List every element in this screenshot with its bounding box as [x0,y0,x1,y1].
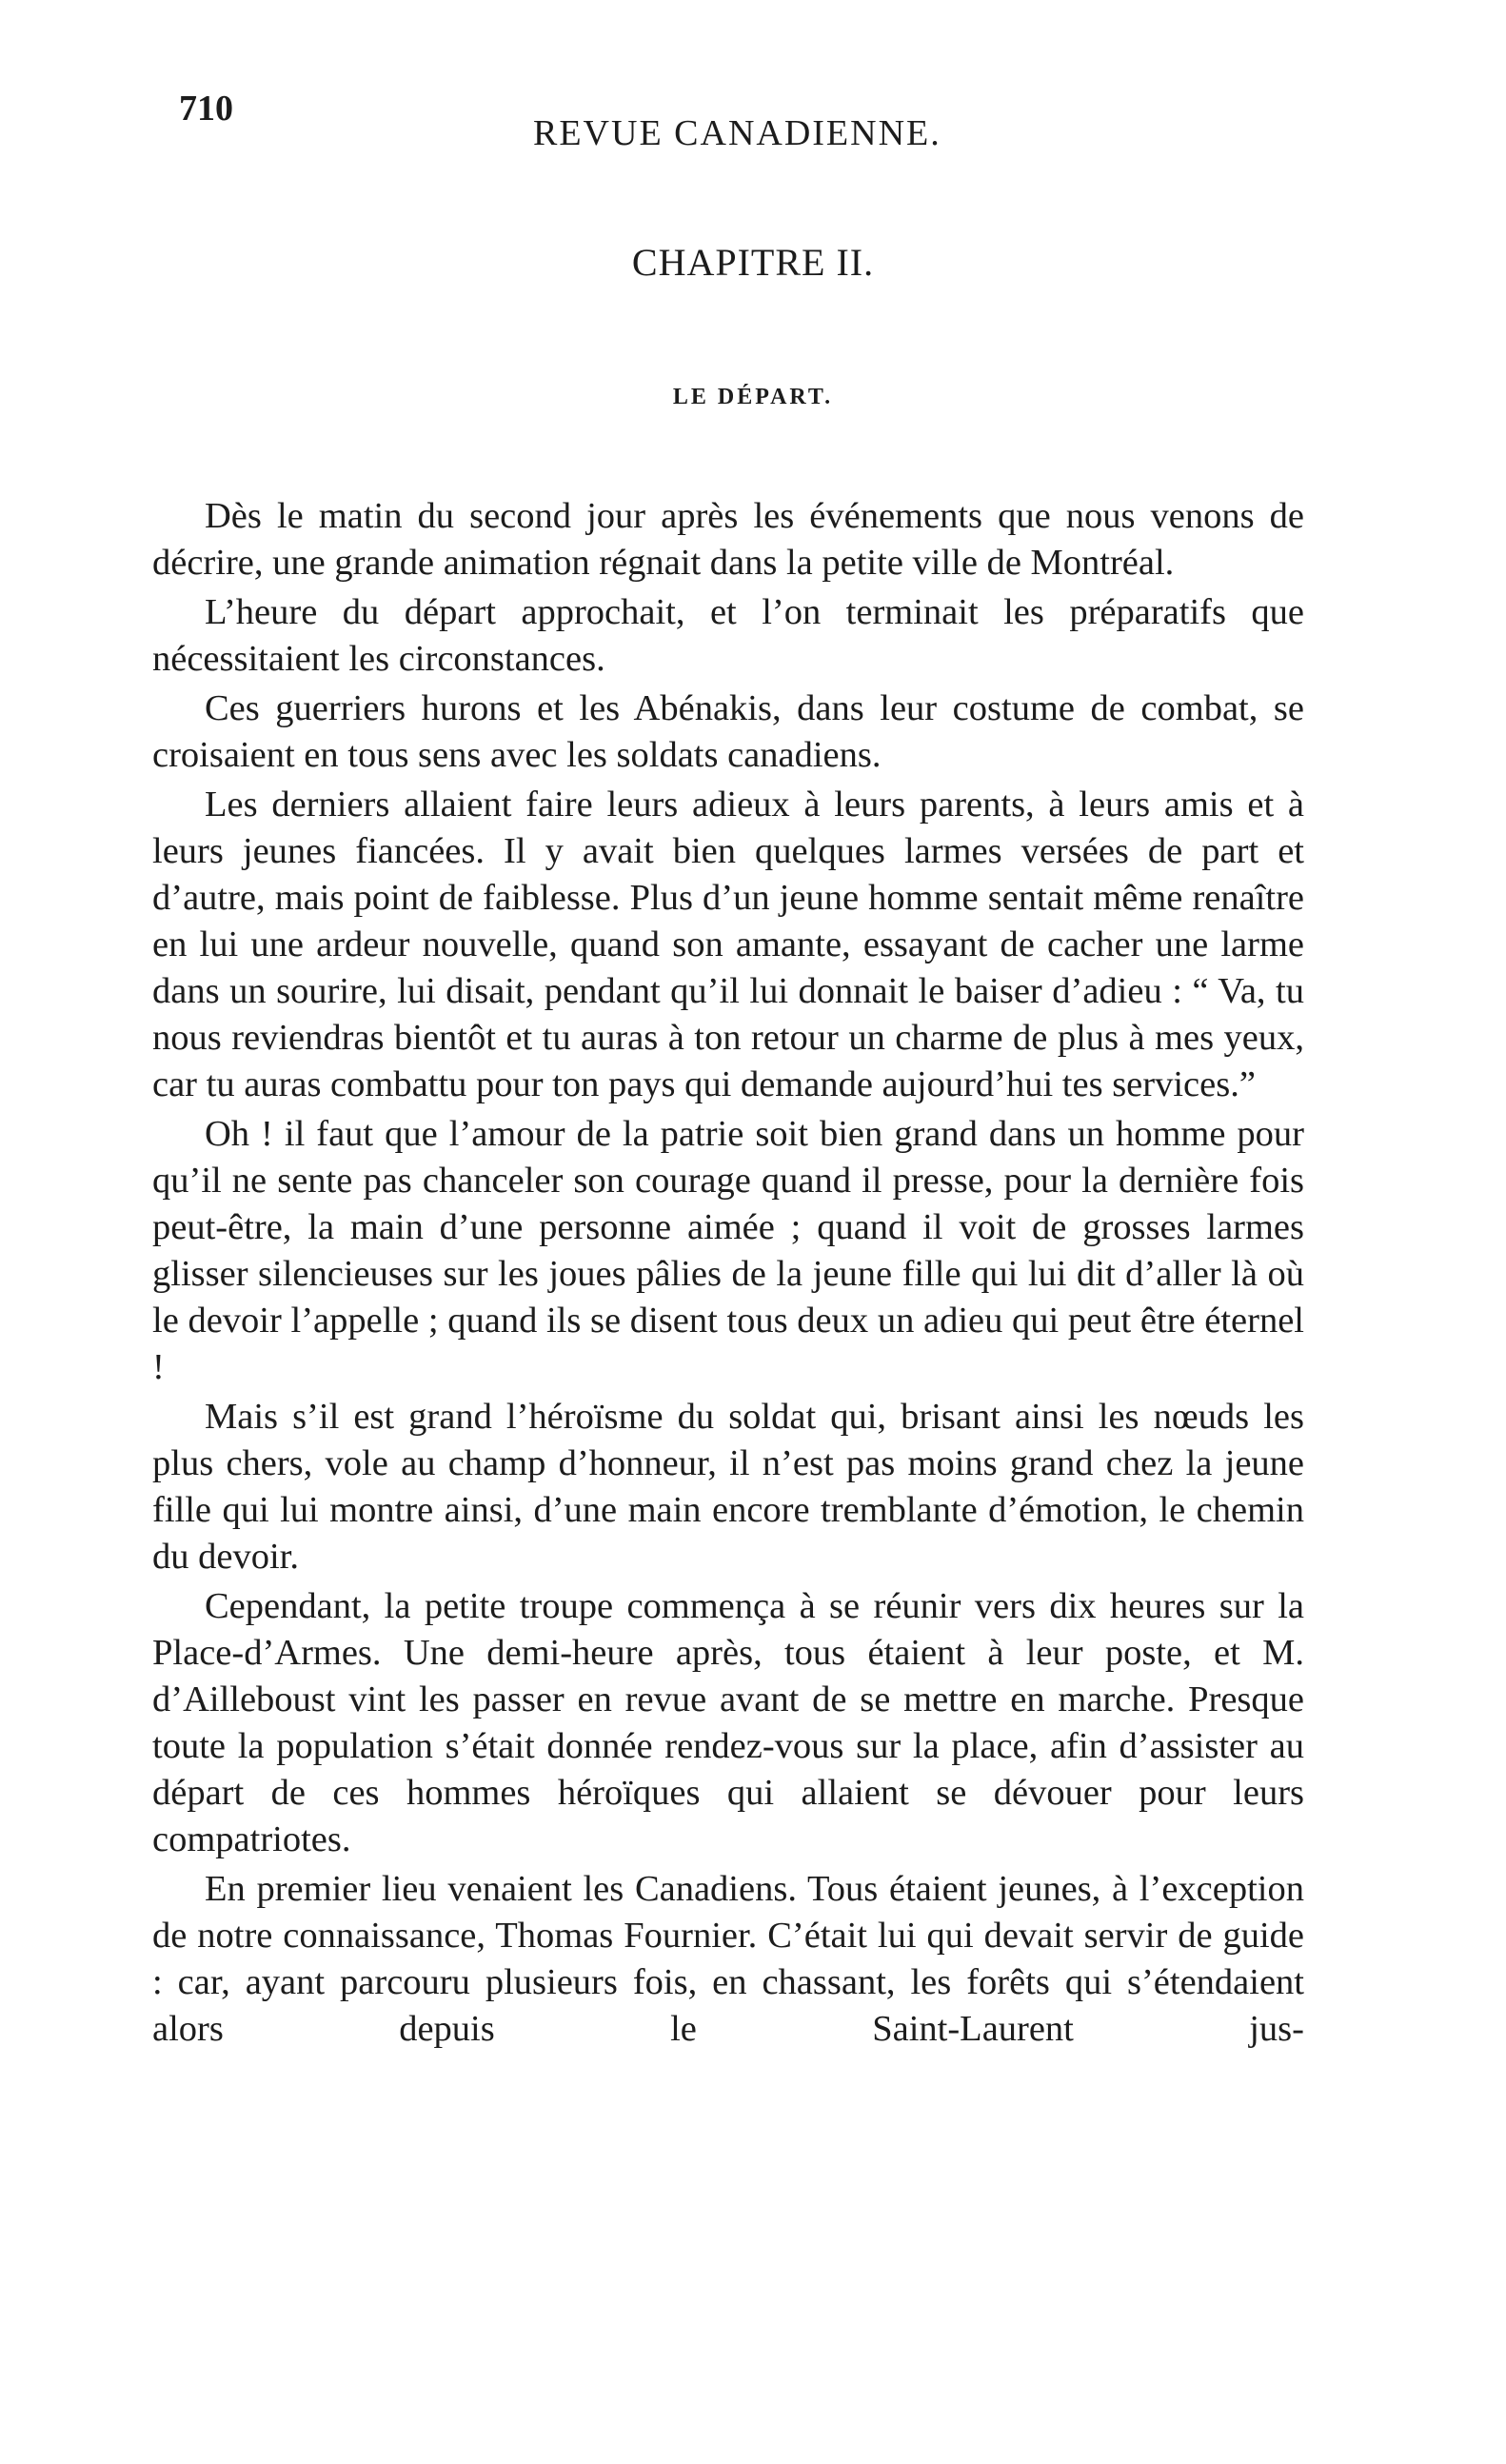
paragraph: Les derniers allaient faire leurs adieux à leurs parents, à leurs amis et à leurs jeunes fiancées. Il y avait bien quelques larmes versées de part et d’autre, mais point de faiblesse. Plus d’un jeune homme sentait même renaître en lui une ardeur nouvelle, quand son amante, essayant de cacher une larme dans un sourire, lui disait, pendant qu’il lui donnait le baiser d’adieu : “ Va, tu nous reviendras bientôt et tu auras à ton retour un charme de plus à mes yeux, car tu auras combattu pour ton pays qui demande aujourd’hui tes services.” [152,785,1304,1104]
section-title: LE DÉPART. [672,385,834,409]
paragraph: Ces guerriers hurons et les Abénakis, dans leur costume de combat, se croisaient en tous sens avec les soldats canadiens. [152,688,1304,775]
paragraph: En premier lieu venaient les Canadiens. Tous étaient jeunes, à l’exception de notre connaissance, Thomas Fournier. C’était lui qui devait servir de guide : car, ayant parcouru plusieurs fois, en chassant, les forêts qui s’étendaient alors depuis le Saint-Laurent jus- [152,1869,1304,2049]
paragraph: Cependant, la petite troupe commença à se réunir vers dix heures sur la Place-d’Armes. Une demi-heure après, tous étaient à leur poste, et M. d’Ailleboust vint les passer en revue avant de se mettre en marche. Presque toute la population s’était donnée rendez-vous sur la place, afin d’assister au départ de ces hommes héroïques qui allaient se dévouer pour leurs compatriotes. [152,1586,1304,1859]
paragraph: Mais s’il est grand l’héroïsme du soldat qui, brisant ainsi les nœuds les plus chers, vole au champ d’honneur, il n’est pas moins grand chez la jeune fille qui lui montre ainsi, d’une main encore tremblante d’émotion, le chemin du devoir. [152,1397,1304,1577]
paragraph: L’heure du départ approchait, et l’on terminait les préparatifs que nécessitaient les circonstances. [152,592,1304,679]
paragraph: Oh ! il faut que l’amour de la patrie soit bien grand dans un homme pour qu’il ne sente pas chanceler son courage quand il presse, pour la dernière fois peut-être, la main d’une personne aimée ; quand il voit de grosses larmes glisser silencieuses sur les joues pâlies de la jeune fille qui lui dit d’aller là où le devoir l’appelle ; quand ils se disent tous deux un adieu qui peut être éternel ! [152,1114,1304,1387]
page-number: 710 [179,89,233,129]
paragraph: Dès le matin du second jour après les événements que nous venons de décrire, une grande animation régnait dans la petite ville de Montréal. [152,496,1304,583]
running-title: REVUE CANADIENNE. [533,113,941,153]
chapter-title: CHAPITRE II. [631,241,875,284]
body-text [152,493,1304,2056]
